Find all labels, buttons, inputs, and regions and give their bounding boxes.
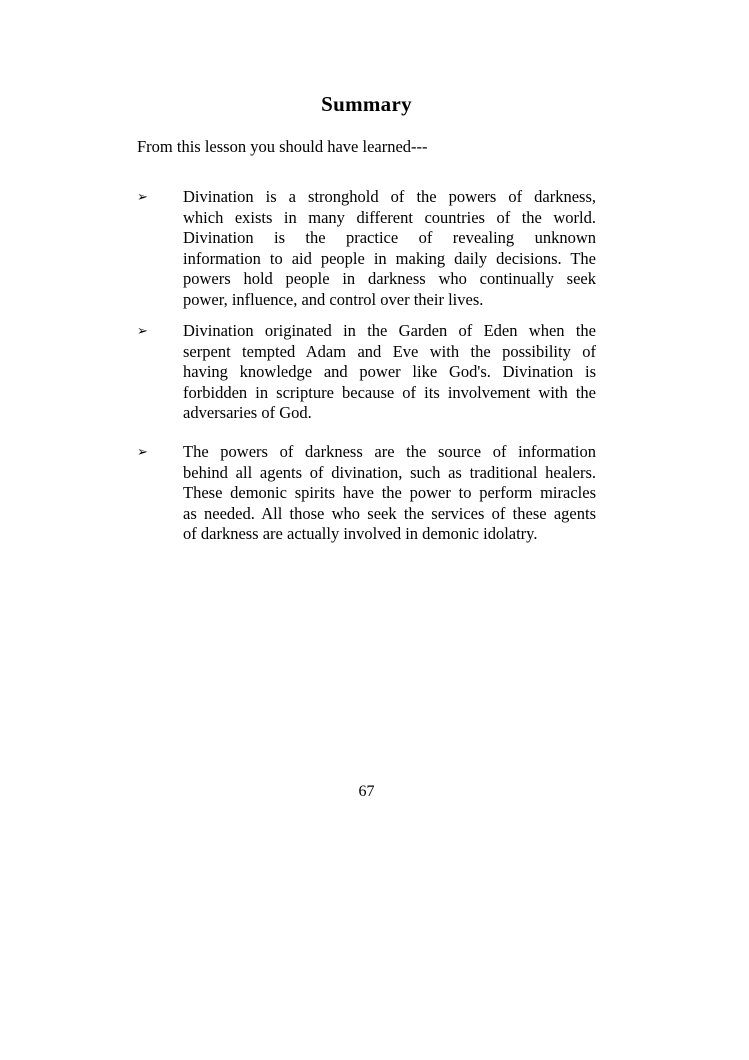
arrowhead-bullet-icon: ➢ (137, 444, 148, 459)
text-line: of darkness are actually involved in demonic idolatry. (183, 524, 538, 543)
text-line: as needed. All those who seek the services of these agents (183, 503, 596, 523)
arrowhead-bullet-icon: ➢ (137, 189, 148, 204)
intro-text: From this lesson you should have learned--- (137, 137, 428, 156)
text-line: behind all agents of divination, such as traditional healers. (183, 462, 596, 482)
text-line: powers hold people in darkness who continually seek (183, 269, 596, 288)
bullet-text (183, 187, 596, 310)
text-line: which exists in many different countries of the world. (183, 207, 596, 227)
text-line: Divination is a stronghold of the powers of darkness, (183, 187, 596, 206)
arrowhead-bullet-icon: ➢ (137, 323, 148, 338)
text-line: having knowledge and power like God's. Divination is (183, 362, 596, 381)
text-line: serpent tempted Adam and Eve with the possibility of (183, 341, 596, 361)
page-title: Summary (321, 92, 412, 116)
bullet-text (183, 321, 596, 424)
text-line: These demonic spirits have the power to perform miracles (183, 483, 596, 502)
text-line: power, influence, and control over their lives. (183, 289, 484, 309)
text-line: The powers of darkness are the source of information (183, 442, 596, 461)
bullet-text (183, 442, 596, 545)
text-line: Divination is the practice of revealing unknown (183, 228, 596, 247)
text-line: forbidden in scripture because of its involvement with the (183, 382, 596, 402)
text-line: adversaries of God. (183, 403, 312, 422)
text-line: information to aid people in making daily decisions. The (183, 248, 596, 268)
page-number: 67 (358, 783, 375, 800)
text-line: Divination originated in the Garden of Eden when the (183, 321, 596, 340)
